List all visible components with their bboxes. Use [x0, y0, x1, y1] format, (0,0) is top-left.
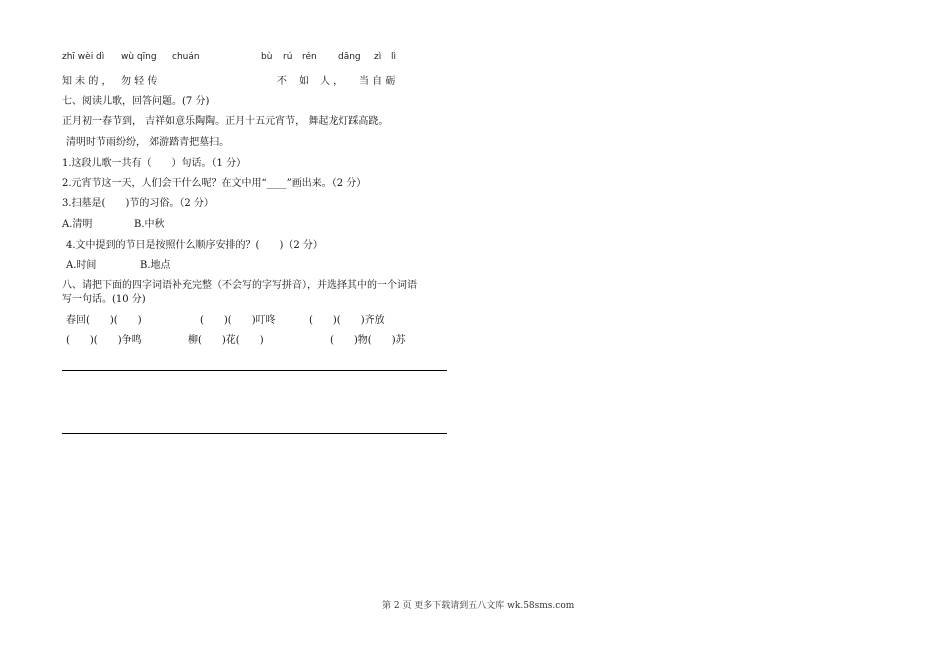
chengyu-3: 不 [277, 76, 287, 87]
chengyu-5: 人 ， [320, 76, 344, 87]
word-blank-4: ( )( )争鸣 [66, 335, 142, 346]
pinyin-5: rú [283, 52, 293, 62]
chengyu-1: 知 未 的 ， [62, 76, 112, 87]
section-8-title-line-2: 写一句话。(10 分) [62, 294, 146, 305]
answer-line-1 [62, 370, 447, 371]
word-blank-3: ( )( )齐放 [309, 315, 385, 326]
pinyin-9: lì [391, 52, 397, 62]
question-3: 3.扫墓是( )节的习俗。（2 分） [62, 198, 214, 209]
chengyu-2: 勿 轻 传 [121, 76, 158, 87]
section-8-title-line-1: 八、请把下面的四字词语补充完整（不会写的字写拼音），并选择其中的一个词语 [62, 280, 417, 291]
word-blank-2: ( )( )叮咚 [200, 315, 276, 326]
pinyin-4: bù [261, 52, 273, 62]
section-7-title: 七、阅读儿歌，回答问题。(7 分) [62, 96, 210, 107]
q3-option-b: B.中秋 [134, 219, 165, 230]
q4-option-b: B.地点 [140, 260, 171, 271]
pinyin-7: dāng [338, 52, 361, 62]
pinyin-2: wù qīng [121, 52, 157, 62]
word-blank-6: ( )物( )苏 [330, 335, 406, 346]
pinyin-6: rén [302, 52, 317, 62]
pinyin-1: zhī wèi dì [62, 52, 105, 62]
question-2: 2.元宵节这一天，人们会干什么呢？在文中用“____”画出来。（2 分） [62, 178, 367, 189]
pinyin-3: chuán [172, 52, 200, 62]
answer-line-2 [62, 433, 447, 434]
poem-line-2: 清明时节雨纷纷， 郊游踏青把墓扫。 [66, 137, 230, 148]
word-blank-5: 柳( )花( ) [188, 335, 264, 346]
chengyu-6: 当 自 砺 [359, 76, 396, 87]
page-footer: 第 2 页 更多下载请到五八文库 wk.58sms.com [382, 601, 575, 611]
q3-option-a: A.清明 [62, 219, 93, 230]
q4-option-a: A.时间 [66, 260, 97, 271]
poem-line-1: 正月初一春节到， 吉祥如意乐陶陶。正月十五元宵节， 舞起龙灯踩高跷。 [62, 116, 389, 127]
pinyin-8: zì [374, 52, 382, 62]
chengyu-4: 如 [299, 76, 309, 87]
question-4: 4.文中提到的节日是按照什么顺序安排的？( )（2 分） [66, 240, 323, 251]
word-blank-1: 春回( )( ) [66, 315, 142, 326]
question-1: 1.这段儿歌一共有（ ）句话。（1 分） [62, 158, 247, 169]
